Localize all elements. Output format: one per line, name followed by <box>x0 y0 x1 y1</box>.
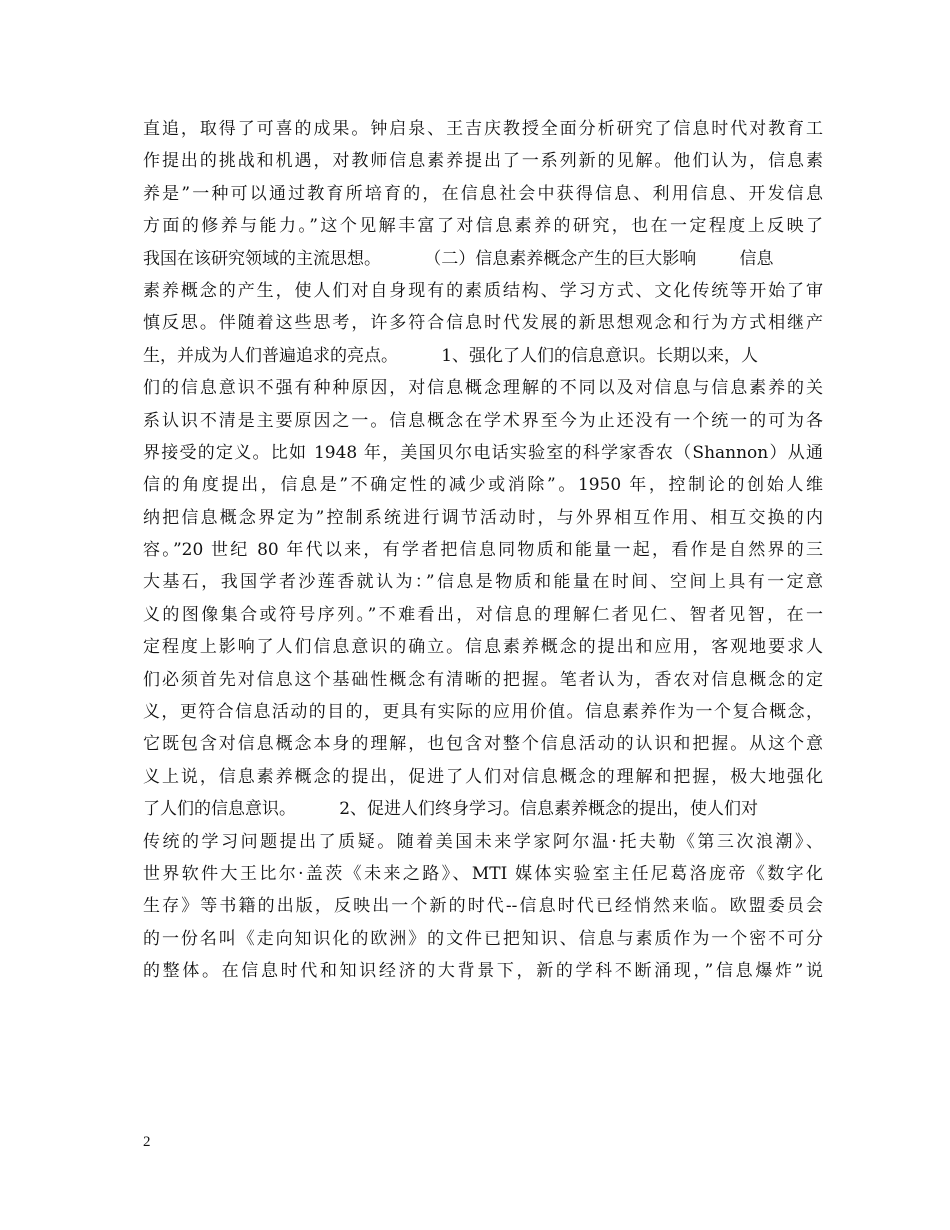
text-line: 作提出的挑战和机遇，对教师信息素养提出了一系列新的见解。他们认为，信息素 <box>143 151 823 172</box>
text-line: 界接受的定义。比如 1948 年，美国贝尔电话实验室的科学家香农（Shannon）从通 <box>143 442 823 463</box>
text-line: 世界软件大王比尔·盖茨《未来之路》、MTI 媒体实验室主任尼葛洛庞帝《数字化 <box>143 863 823 884</box>
text-line: 养是”一种可以通过教育所培育的，在信息社会中获得信息、利用信息、开发信息 <box>143 183 823 204</box>
text-line: 纳把信息概念界定为”控制系统进行调节活动时，与外界相互作用、相互交换的内 <box>143 507 823 528</box>
body-text <box>143 113 823 988</box>
text-line: 系认识不清是主要原因之一。信息概念在学术界至今为止还没有一个统一的可为各 <box>143 410 823 431</box>
text-line: 它既包含对信息概念本身的理解，也包含对整个信息活动的认识和把握。从这个意 <box>143 734 823 755</box>
text-line: 直追，取得了可喜的成果。钟启泉、王吉庆教授全面分析研究了信息时代对教育工 <box>143 119 823 139</box>
text-line: 传统的学习问题提出了质疑。随着美国未来学家阿尔温·托夫勒《第三次浪潮》、 <box>143 831 823 852</box>
page-number: 2 <box>143 1134 151 1150</box>
text-line: 慎反思。伴随着这些思考，许多符合信息时代发展的新思想观念和行为方式相继产 <box>143 313 823 334</box>
text-line: 我国在该研究领域的主流思想。 （二）信息素养概念产生的巨大影响 信息 <box>143 248 774 269</box>
text-line: 信的角度提出，信息是”不确定性的减少或消除”。1950 年，控制论的创始人维 <box>143 475 823 496</box>
text-line: 的整体。在信息时代和知识经济的大背景下，新的学科不断涌现，”信息爆炸”说 <box>143 961 823 982</box>
text-line: 生存》等书籍的出版，反映出一个新的时代--信息时代已经悄然来临。欧盟委员会 <box>143 896 823 917</box>
text-line: 方面的修养与能力。”这个见解丰富了对信息素养的研究，也在一定程度上反映了 <box>143 216 823 237</box>
text-line: 生，并成为人们普遍追求的亮点。 1、强化了人们的信息意识。长期以来，人 <box>143 345 759 366</box>
text-line: 们的信息意识不强有种种原因，对信息概念理解的不同以及对信息与信息素养的关 <box>143 378 823 399</box>
text-line: 定程度上影响了人们信息意识的确立。信息素养概念的提出和应用，客观地要求人 <box>143 637 823 658</box>
text-line: 了人们的信息意识。 2、促进人们终身学习。信息素养概念的提出，使人们对 <box>143 799 759 820</box>
text-line: 容。”20 世纪 80 年代以来，有学者把信息同物质和能量一起，看作是自然界的三 <box>143 540 823 561</box>
text-line: 义上说，信息素养概念的提出，促进了人们对信息概念的理解和把握，极大地强化 <box>143 766 823 787</box>
text-line: 义的图像集合或符号序列。”不难看出，对信息的理解仁者见仁、智者见智，在一 <box>143 604 823 625</box>
text-line: 们必须首先对信息这个基础性概念有清晰的把握。笔者认为，香农对信息概念的定 <box>143 669 823 690</box>
text-line: 义，更符合信息活动的目的，更具有实际的应用价值。信息素养作为一个复合概念， <box>143 702 823 723</box>
text-line: 素养概念的产生，使人们对自身现有的素质结构、学习方式、文化传统等开始了审 <box>143 280 823 301</box>
text-line: 大基石，我国学者沙莲香就认为：”信息是物质和能量在时间、空间上具有一定意 <box>143 572 823 593</box>
text-line: 的一份名叫《走向知识化的欧洲》的文件已把知识、信息与素质作为一个密不可分 <box>143 928 823 949</box>
